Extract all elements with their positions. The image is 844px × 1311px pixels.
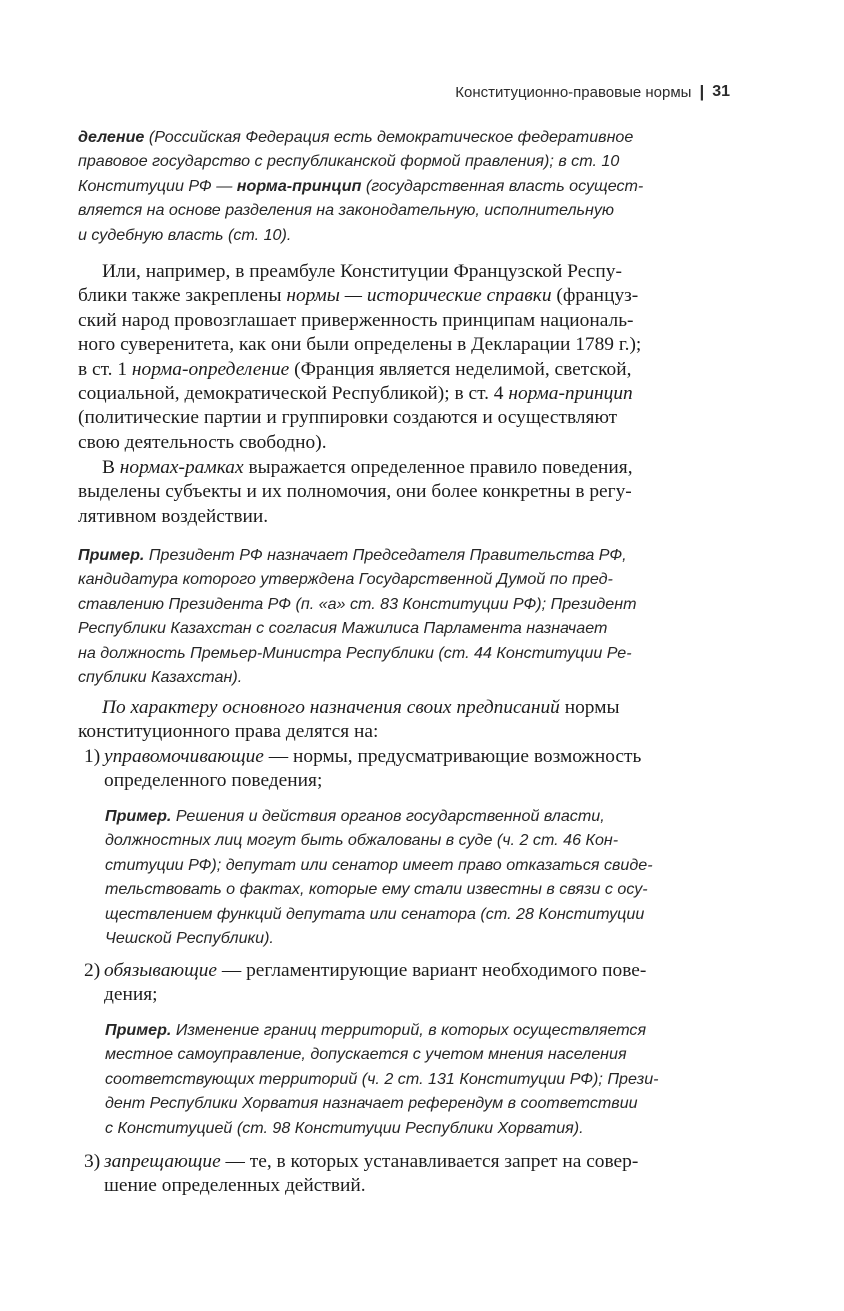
example-line: на должность Премьер-Министра Республики (ст. 44 Конституции Ре- xyxy=(78,643,632,662)
paragraph-line: По характеру основного назначения своих предписаний нормы xyxy=(102,697,620,718)
list-line: запрещающие — те, в которых устанавливается запрет на совер- xyxy=(104,1151,639,1172)
example-label: Пример. xyxy=(105,807,172,825)
header-separator: | xyxy=(699,82,705,101)
paragraph-line: социальной, демократической Республикой); в ст. 4 норма-принцип xyxy=(78,383,633,405)
list-line: обязывающие — регламентирующие вариант необходимого пове- xyxy=(104,960,647,981)
example-line: местное самоуправление, допускается с учетом мнения населения xyxy=(105,1045,627,1064)
example-line: Республики Казахстан с согласия Мажилиса Парламента назначает xyxy=(78,619,608,638)
paragraph-line: ский народ провозглашает приверженность принципам националь- xyxy=(78,309,634,331)
paragraph-line: ного суверенитета, как они были определены в Декларации 1789 г.); xyxy=(78,334,642,356)
list-number: 1) xyxy=(84,746,101,767)
example-line: правовое государство с республиканской формой правления); в ст. 10 xyxy=(78,152,620,171)
running-title: Конституционно-правовые нормы xyxy=(455,83,692,101)
paragraph-line: свою деятельность свободно). xyxy=(78,431,327,453)
list-item-obliging xyxy=(84,959,733,1008)
paragraph-line: лятивном воздействии. xyxy=(78,505,269,527)
example-obliging xyxy=(105,1018,733,1140)
example-label: Пример. xyxy=(105,1021,172,1039)
example-line: спублики Казахстан). xyxy=(78,668,243,687)
example-line: ституции РФ); депутат или сенатор имеет право отказаться свиде- xyxy=(105,855,653,874)
example-line: деление (Российская Федерация есть демократическое федеративное xyxy=(78,128,634,146)
example-line: соответствующих территорий (ч. 2 ст. 131 Конституции РФ); Прези- xyxy=(105,1069,659,1088)
paragraph-line: в ст. 1 норма-определение (Франция является неделимой, светской, xyxy=(78,358,632,380)
list-item-empowering xyxy=(84,745,733,794)
paragraph-line: (политические партии и группировки создаются и осуществляют xyxy=(78,407,618,429)
list-line: определенного поведения; xyxy=(104,770,323,792)
example-line: Чешской Республики). xyxy=(105,929,274,948)
list-line: управомочивающие — нормы, предусматривающие возможность xyxy=(104,746,642,767)
paragraph-line: выделены субъекты и их полномочия, они более конкретны в регу- xyxy=(78,481,632,503)
example-label: Пример. xyxy=(78,546,145,564)
list-number: 3) xyxy=(84,1151,101,1172)
list-number: 2) xyxy=(84,960,101,981)
example-line: кандидатура которого утверждена Государственной Думой по пред- xyxy=(78,570,613,589)
list-line: шение определенных действий. xyxy=(104,1175,366,1197)
example-line: тельствовать о фактах, которые ему стали известны в связи с осу- xyxy=(105,880,648,899)
example-empowering xyxy=(105,804,733,950)
paragraph-line: блики также закреплены нормы — исторические справки (француз- xyxy=(78,285,639,307)
paragraph-line: конституционного права делятся на: xyxy=(78,721,379,743)
example-line: ществлением функций депутата или сенатора (ст. 28 Конституции xyxy=(105,904,645,923)
example-president xyxy=(78,543,733,689)
page-number: 31 xyxy=(712,83,730,100)
example-line: и судебную власть (ст. 10). xyxy=(78,225,292,244)
example-line: должностных лиц могут быть обжалованы в суде (ч. 2 ст. 46 Кон- xyxy=(105,831,619,850)
running-header xyxy=(455,80,730,104)
example-line: Пример. Президент РФ назначает Председателя Правительства РФ, xyxy=(78,546,627,564)
paragraph-frame-norms xyxy=(78,456,733,529)
example-line: Пример. Решения и действия органов государственной власти, xyxy=(105,807,605,825)
paragraph-france xyxy=(78,260,733,455)
paragraph-line: В нормах-рамках выражается определенное правило поведения, xyxy=(102,457,633,478)
example-line: вляется на основе разделения на законодательную, исполнительную xyxy=(78,201,615,220)
example-line: с Конституцией (ст. 98 Конституции Республики Хорватия). xyxy=(105,1118,584,1137)
example-line: Конституции РФ — норма-принцип (государственная власть осущест- xyxy=(78,176,644,195)
paragraph-line: Или, например, в преамбуле Конституции Французской Респу- xyxy=(102,261,622,282)
example-line: дент Республики Хорватия назначает референдум в соответствии xyxy=(105,1094,638,1113)
paragraph-purpose xyxy=(78,696,733,745)
list-line: дения; xyxy=(104,984,158,1006)
list-item-prohibiting xyxy=(84,1150,733,1199)
example-line: ставлению Президента РФ (п. «а» ст. 83 Конституции РФ); Президент xyxy=(78,594,637,613)
continued-example-block xyxy=(78,125,733,247)
example-line: Пример. Изменение границ территорий, в которых осуществляется xyxy=(105,1021,647,1039)
